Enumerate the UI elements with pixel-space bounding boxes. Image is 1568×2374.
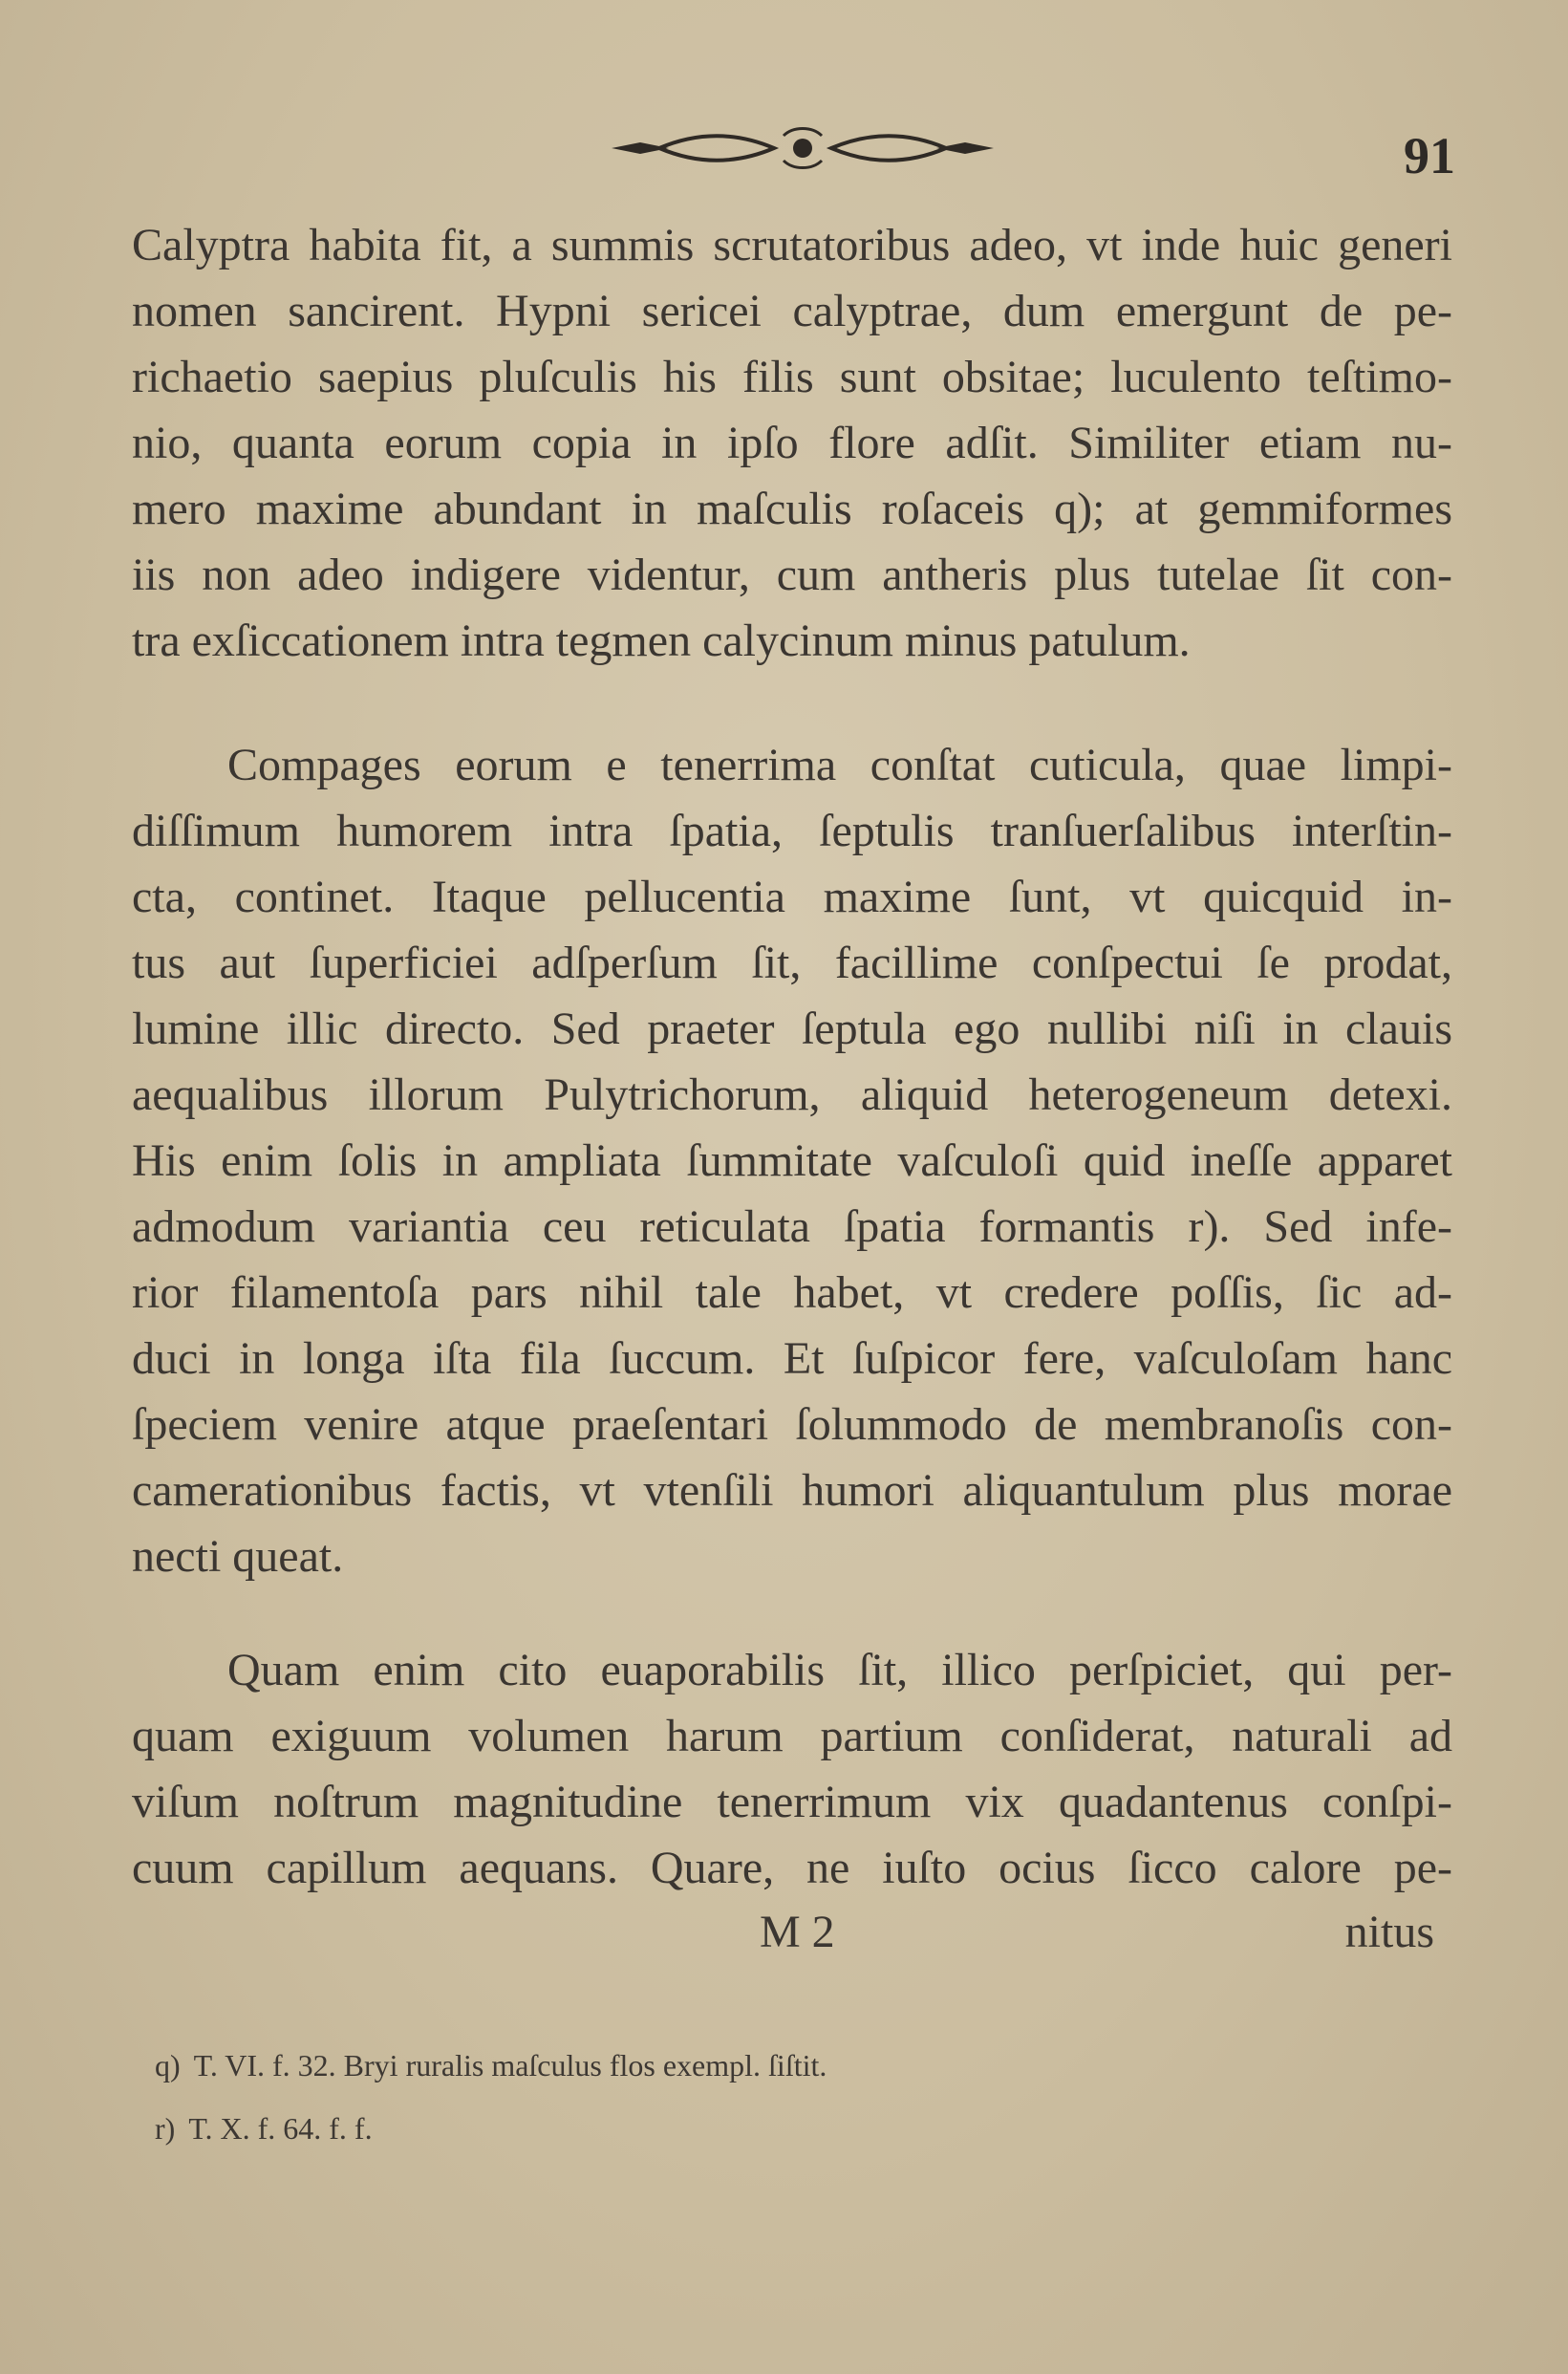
text-line: necti queat. bbox=[132, 1531, 344, 1582]
text-line: diſſimum humorem intra ſpatia, ſeptulis tranſuerſalibus interſtin- bbox=[132, 806, 1452, 856]
text-line: tra exſiccationem intra tegmen calycinum minus patulum. bbox=[132, 615, 1191, 666]
decorative-header-ornament bbox=[602, 122, 1003, 174]
text-line: Quam enim cito euaporabilis ſit, illico perſpiciet, qui per- bbox=[227, 1645, 1452, 1695]
footnote-text: T. X. f. 64. f. f. bbox=[188, 2111, 373, 2146]
paragraph-2 bbox=[132, 732, 1452, 1589]
paragraph-1 bbox=[132, 212, 1452, 674]
footnote-q bbox=[155, 2034, 1301, 2097]
text-line: camerationibus factis, vt vtenſili humori aliquantulum plus morae bbox=[132, 1465, 1452, 1516]
text-line: viſum noſtrum magnitudine tenerrimum vix quadantenus conſpi- bbox=[132, 1777, 1452, 1827]
text-line: richaetio saepius pluſculis his filis sunt obsitae; luculento teſtimo- bbox=[132, 352, 1452, 402]
text-line: admodum variantia ceu reticulata ſpatia formantis r). Sed infe- bbox=[132, 1201, 1452, 1252]
text-line: lumine illic directo. Sed praeter ſeptula ego nullibi niſi in clauis bbox=[132, 1004, 1452, 1054]
text-line: rior filamentoſa pars nihil tale habet, vt credere poſſis, ſic ad- bbox=[132, 1267, 1452, 1318]
footnote-label: q) bbox=[155, 2048, 181, 2083]
text-line: tus aut ſuperficiei adſperſum ſit, facillime conſpectui ſe prodat, bbox=[132, 938, 1452, 988]
paragraph-3 bbox=[132, 1637, 1452, 1901]
footnote-label: r) bbox=[155, 2111, 176, 2146]
text-line: cuum capillum aequans. Quare, ne iuſto ocius ſicco calore pe- bbox=[132, 1843, 1452, 1893]
text-line: iis non adeo indigere videntur, cum antheris plus tutelae ſit con- bbox=[132, 550, 1452, 600]
text-line: His enim ſolis in ampliata ſummitate vaſculoſi quid ineſſe apparet bbox=[132, 1135, 1452, 1186]
text-line: nomen sancirent. Hypni sericei calyptrae, dum emergunt de pe- bbox=[132, 286, 1452, 336]
page-number: 91 bbox=[1404, 127, 1455, 184]
signature-mark: M 2 bbox=[760, 1907, 835, 1957]
text-line: cta, continet. Itaque pellucentia maxime ſunt, vt quicquid in- bbox=[132, 872, 1452, 922]
text-line: aequalibus illorum Pulytrichorum, aliquid heterogeneum detexi. bbox=[132, 1069, 1452, 1120]
text-line: quam exiguum volumen harum partium conſiderat, naturali ad bbox=[132, 1711, 1452, 1761]
text-line: ſpeciem venire atque praeſentari ſolummodo de membranoſis con- bbox=[132, 1399, 1452, 1450]
text-line: Calyptra habita fit, a summis scrutatoribus adeo, vt inde huic generi bbox=[132, 220, 1452, 270]
catchword: nitus bbox=[1344, 1907, 1434, 1957]
text-line: mero maxime abundant in maſculis roſaceis q); at gemmiformes bbox=[132, 484, 1452, 534]
text-line: nio, quanta eorum copia in ipſo flore adſit. Similiter etiam nu- bbox=[132, 418, 1452, 468]
footnote-r bbox=[155, 2097, 1301, 2160]
footnote-text: T. VI. f. 32. Bryi ruralis maſculus flos exempl. ſiſtit. bbox=[193, 2048, 827, 2083]
text-line: Compages eorum e tenerrima conſtat cuticula, quae limpi- bbox=[227, 740, 1452, 790]
text-line: duci in longa iſta fila ſuccum. Et ſuſpicor fere, vaſculoſam hanc bbox=[132, 1333, 1452, 1384]
